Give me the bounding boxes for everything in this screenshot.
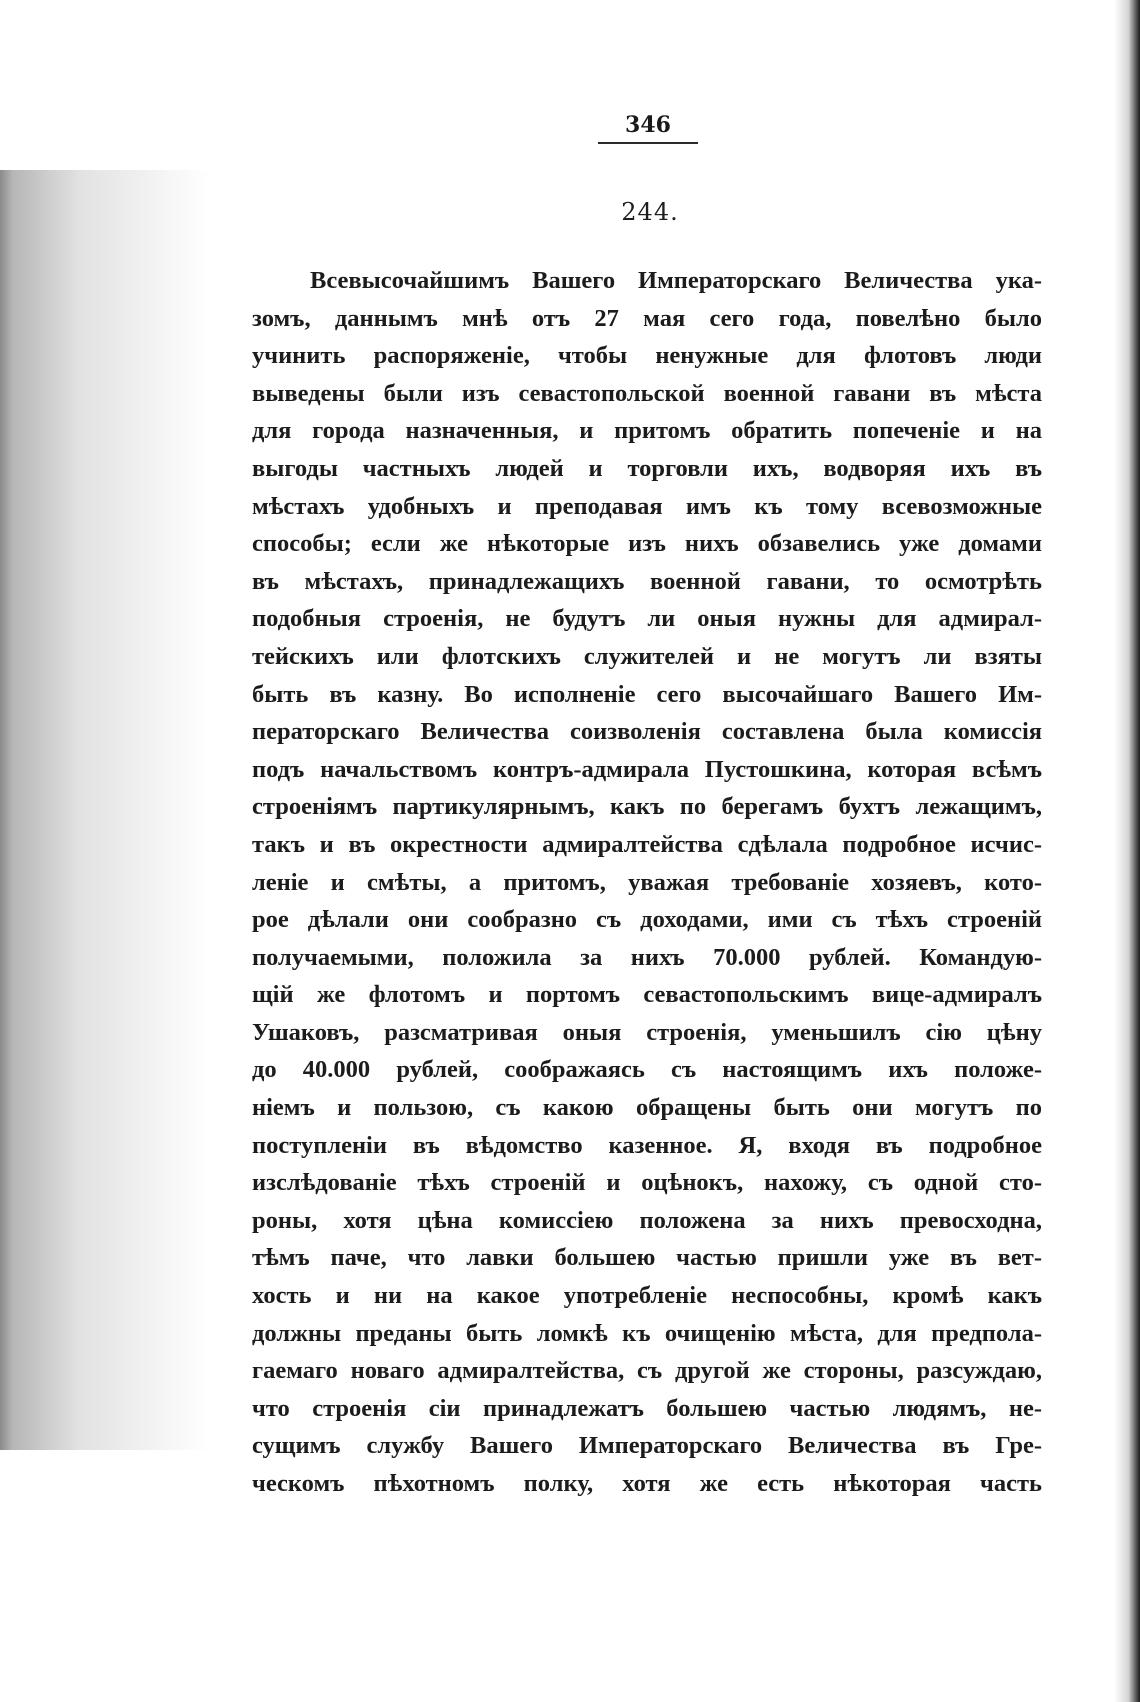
text-line: тѣмъ паче, что лавки большею частью пришли уже въ вет-: [252, 1244, 1042, 1272]
text-line: для города назначенныя, и притомъ обратить попеченіе и на: [252, 417, 1042, 445]
body-text: [252, 262, 1042, 1503]
text-line: быть въ казну. Во исполненіе сего высочайшаго Вашего Им-: [252, 680, 1042, 708]
text-line: до 40.000 рублей, соображаясь съ настоящимъ ихъ положе-: [252, 1056, 1042, 1084]
page-number-rule: [598, 142, 698, 144]
document-number: 244.: [621, 198, 679, 226]
text-line: въ мѣстахъ, принадлежащихъ военной гавани, то осмотрѣть: [252, 567, 1042, 595]
text-line: роны, хотя цѣна комиссіею положена за нихъ превосходна,: [252, 1206, 1042, 1234]
text-line: такъ и въ окрестности адмиралтейства сдѣлала подробное исчис-: [252, 830, 1042, 858]
text-line: рое дѣлали они сообразно съ доходами, ими съ тѣхъ строеній: [252, 906, 1042, 934]
text-line: способы; если же нѣкоторые изъ нихъ обзавелись уже домами: [252, 530, 1042, 558]
text-line: ніемъ и пользою, съ какою обращены быть они могутъ по: [252, 1094, 1042, 1122]
text-line: строеніямъ партикулярнымъ, какъ по берегамъ бухтъ лежащимъ,: [252, 793, 1042, 821]
text-line: получаемыми, положила за нихъ 70.000 рублей. Командую-: [252, 943, 1042, 971]
text-line: подъ начальствомъ контръ-адмирала Пустошкина, которая всѣмъ: [252, 755, 1042, 783]
text-line: ператорскаго Величества соизволенія составлена была комиссія: [252, 718, 1042, 746]
text-line: гаемаго новаго адмиралтейства, съ другой же стороны, разсуждаю,: [252, 1357, 1042, 1385]
text-line: зомъ, даннымъ мнѣ отъ 27 мая сего года, повелѣно было: [252, 304, 1042, 332]
text-line: тейскихъ или флотскихъ служителей и не могутъ ли взяты: [252, 642, 1042, 670]
text-line: учинить распоряженіе, чтобы ненужные для флотовъ люди: [252, 342, 1042, 370]
text-line: изслѣдованіе тѣхъ строеній и оцѣнокъ, нахожу, съ одной сто-: [252, 1169, 1042, 1197]
page-edge: [1114, 0, 1140, 1702]
text-line: должны преданы быть ломкѣ къ очищенію мѣста, для предпола-: [252, 1319, 1042, 1347]
page-number: 346: [625, 112, 671, 138]
text-line: мѣстахъ удобныхъ и преподавая имъ къ тому всевозможные: [252, 492, 1042, 520]
text-line: леніе и смѣты, а притомъ, уважая требованіе хозяевъ, кото-: [252, 868, 1042, 896]
binding-shadow: [0, 170, 210, 1450]
text-line: поступленіи въ вѣдомство казенное. Я, входя въ подробное: [252, 1131, 1042, 1159]
text-line: выгоды частныхъ людей и торговли ихъ, водворяя ихъ въ: [252, 454, 1042, 482]
text-line: подобныя строенія, не будутъ ли оныя нужны для адмирал-: [252, 605, 1042, 633]
text-line: ческомъ пѣхотномъ полку, хотя же есть нѣкоторая часть: [252, 1470, 1042, 1497]
text-line: выведены были изъ севастопольской военной гавани въ мѣста: [252, 379, 1042, 407]
text-line: сущимъ службу Вашего Императорскаго Величества въ Гре-: [252, 1432, 1042, 1460]
text-line: хость и ни на какое употребленіе неспособны, кромѣ какъ: [252, 1282, 1042, 1310]
text-line: Всевысочайшимъ Вашего Императорскаго Величества ука-: [310, 267, 1042, 294]
text-line: щій же флотомъ и портомъ севастопольскимъ вице-адмиралъ: [252, 981, 1042, 1009]
text-line: Ушаковъ, разсматривая оныя строенія, уменьшилъ сію цѣну: [252, 1018, 1042, 1046]
text-line: что строенія сіи принадлежатъ большею частью людямъ, не-: [252, 1394, 1042, 1422]
